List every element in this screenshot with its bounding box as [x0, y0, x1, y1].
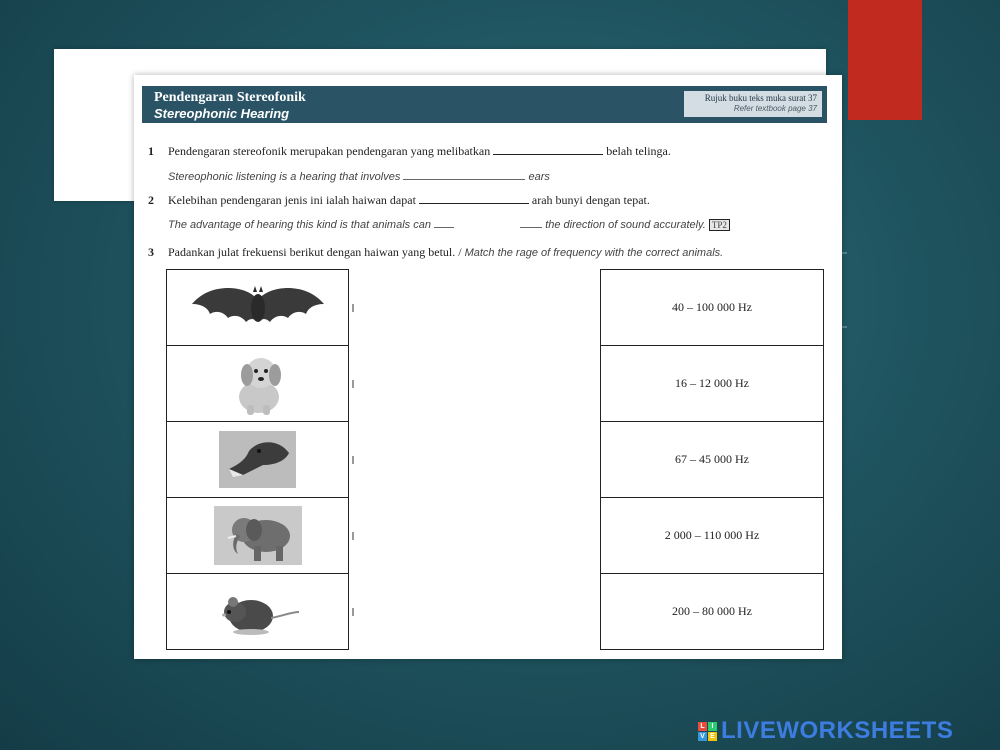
liveworksheets-logo: [698, 717, 953, 745]
question-1-malay: [168, 144, 671, 159]
red-decoration: [848, 0, 922, 120]
logo-letter-l: L: [698, 722, 707, 731]
bat-image: [188, 278, 328, 338]
frequency-cell[interactable]: 67 – 45 000 Hz: [601, 422, 823, 498]
frequency-cell[interactable]: 40 – 100 000 Hz: [601, 270, 823, 346]
reference-english: Refer textbook page 37: [733, 104, 817, 113]
question-1-malay-end: belah telinga.: [606, 144, 671, 158]
question-1-malay-text: Pendengaran stereofonik merupakan pendengaran yang melibatkan: [168, 144, 491, 158]
question-2-number: 2: [148, 193, 154, 207]
question-1-english-text: Stereophonic listening is a hearing that involves: [168, 171, 401, 183]
answer-blank-2[interactable]: [419, 203, 529, 204]
question-3-english: Match the rage of frequency with the correct animals.: [464, 247, 724, 259]
rat-image: [213, 582, 303, 642]
elephant-photo: [214, 506, 302, 565]
animal-cell-elephant: [167, 498, 348, 574]
answer-blank-1-en: [403, 179, 525, 180]
dolphin-photo: [219, 431, 296, 488]
frequency-cell[interactable]: 16 – 12 000 Hz: [601, 346, 823, 422]
animal-cell-puppy: [167, 346, 348, 422]
worksheet: [134, 75, 842, 659]
question-1-english-end: ears: [528, 171, 550, 183]
logo-letter-e: E: [708, 732, 717, 741]
question-2-malay-end: arah bunyi dengan tepat.: [531, 193, 650, 207]
question-2-malay-text: Kelebihan pendengaran jenis ini ialah haiwan dapat: [168, 193, 416, 207]
logo-grid-icon: [698, 722, 717, 741]
question-2-malay: [168, 193, 650, 208]
question-2-english-text: The advantage of hearing this kind is that animals can: [168, 219, 431, 231]
answer-blank-2-en-b: [520, 227, 542, 228]
tp2-badge: TP2: [709, 219, 730, 231]
frequency-column: [600, 269, 824, 650]
answer-blank-1[interactable]: [493, 154, 603, 155]
frequency-cell[interactable]: 200 – 80 000 Hz: [672, 604, 752, 618]
logo-text: LIVEWORKSHEETS: [721, 717, 954, 744]
animal-cell-dolphin: [167, 422, 348, 498]
section-header: [142, 86, 827, 123]
frequency-cell[interactable]: 2 000 – 110 000 Hz: [601, 498, 823, 574]
puppy-image: [223, 349, 293, 419]
question-3-number: 3: [148, 245, 154, 259]
animal-cell-rat: [167, 574, 348, 649]
question-2-english: [168, 219, 730, 231]
title-malay: Pendengaran Stereofonik: [154, 90, 306, 105]
question-1-english: [168, 171, 550, 183]
logo-letter-v: V: [698, 732, 707, 741]
reference-malay: Rujuk buku teks muka surat 37: [704, 93, 817, 103]
textbook-reference: [684, 91, 822, 117]
title-english: Stereophonic Hearing: [154, 106, 290, 121]
question-1-number: 1: [148, 144, 154, 158]
question-2-english-end: the direction of sound accurately.: [545, 219, 706, 231]
question-3: [168, 245, 723, 260]
logo-letter-i: I: [708, 722, 717, 731]
animal-column: [166, 269, 349, 650]
animal-cell-bat: [167, 270, 348, 346]
question-3-malay: Padankan julat frekuensi berikut dengan haiwan yang betul. /: [168, 245, 462, 259]
answer-blank-2-en-a: [434, 227, 454, 228]
